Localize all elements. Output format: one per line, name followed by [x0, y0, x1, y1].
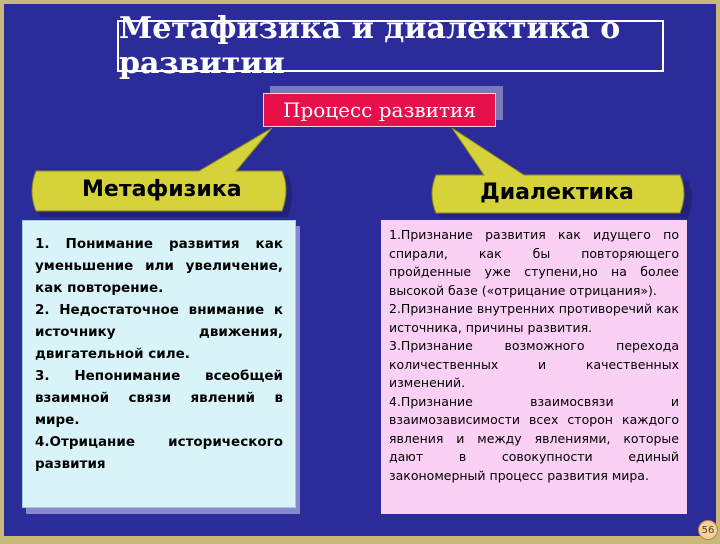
page-number-badge: 56: [698, 520, 718, 540]
metaphysics-item: 1. Понимание развития как уменьшение или увеличение, как повторение.: [35, 236, 283, 296]
dialectics-panel: [381, 220, 687, 514]
dialectics-item: 1.Признание развития как идущего по спирали, как бы повторяющего пройденные уже ступени,но на более высокой базе («отрицание отрицания»).: [389, 227, 679, 298]
dialectics-item: 3.Признание возможного перехода количественных и качественных изменений.: [389, 338, 679, 390]
process-box: Процесс развития: [263, 93, 496, 127]
metaphysics-item: 2. Недостаточное внимание к источнику движения, двигательной силе.: [35, 302, 283, 362]
metaphysics-panel: [22, 220, 296, 508]
dialectics-item: 4.Признание взаимосвязи и взаимозависимости всех сторон каждого явления и между явлениями, которые дают в совокупности единый закономерный процесс развития мира.: [389, 393, 679, 483]
dialectics-item: 2.Признание внутренних противоречий как источника, причины развития.: [389, 301, 679, 335]
metaphysics-item: 3. Непонимание всеобщей взаимной связи явлений в мире.: [35, 368, 283, 428]
metaphysics-heading: Метафизика: [82, 176, 242, 202]
dialectics-heading: Диалектика: [480, 179, 634, 205]
page-title: Метафизика и диалектика о развитии: [117, 20, 664, 72]
metaphysics-item: 4.Отрицание исторического развития: [35, 434, 283, 472]
